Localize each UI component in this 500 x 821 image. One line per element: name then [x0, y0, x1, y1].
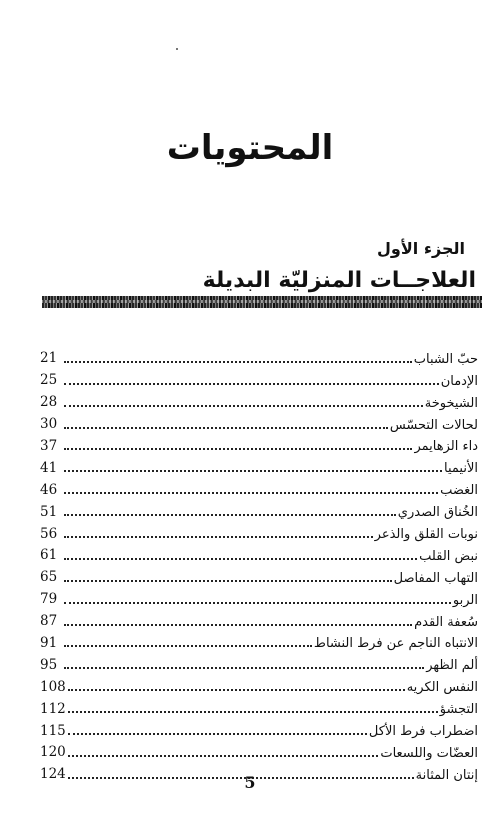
toc-entry [40, 388, 478, 410]
toc-entry-title: حبّ الشباب [413, 351, 478, 367]
dot-leader [64, 470, 442, 472]
toc-entry-page: 25 [40, 372, 58, 389]
toc-entry-title: التجشؤ [439, 702, 478, 718]
toc-entry [40, 672, 478, 694]
dot-leader [64, 667, 424, 669]
toc-entry [40, 475, 478, 497]
toc-entry [40, 453, 478, 475]
part-label: الجزء الأول [377, 239, 465, 258]
toc-entry-page: 46 [40, 481, 58, 498]
toc-entry-title: ألم الظهر [426, 658, 478, 674]
toc-entry [40, 497, 478, 519]
toc-entry [40, 519, 478, 541]
toc-entry-page: 120 [40, 744, 66, 761]
dot-leader [64, 602, 451, 604]
dot-leader [64, 448, 412, 450]
toc-entry-page: 30 [40, 416, 58, 433]
part-title: العلاجــات المنزليّة البديلة [202, 268, 476, 293]
decorative-band [42, 296, 482, 308]
dot-leader [64, 558, 417, 560]
dot-leader [64, 645, 312, 647]
toc-entry-page: 56 [40, 525, 58, 542]
toc-entry-title: داء الزهايمر [414, 439, 478, 455]
toc-entry-title: إنتان المثانة [415, 767, 478, 783]
dot-leader [64, 492, 438, 494]
dot-leader [68, 755, 379, 757]
toc-entry-page: 21 [40, 350, 58, 367]
toc-entry [40, 541, 478, 563]
toc-entry-title: الإدمان [440, 373, 478, 389]
toc-entry [40, 563, 478, 585]
toc-entry-page: 79 [40, 591, 58, 608]
toc-entry-title: الربو [452, 592, 478, 608]
speck-mark [176, 48, 178, 50]
toc-entry [40, 432, 478, 454]
toc-entry [40, 650, 478, 672]
page-number: 5 [244, 773, 256, 792]
toc-entry-page: 115 [40, 722, 66, 739]
toc-entry-title: التهاب المفاصل [393, 570, 478, 586]
toc-entry [40, 366, 478, 388]
toc-entry-page: 37 [40, 437, 58, 454]
toc-entry-page: 91 [40, 634, 58, 651]
dot-leader [64, 536, 373, 538]
dot-leader [64, 624, 412, 626]
toc-entry-title: الشيخوخة [424, 395, 478, 411]
dot-leader [64, 580, 392, 582]
dot-leader [68, 711, 438, 713]
toc-entry-title: الخُناق الصدري [397, 505, 478, 521]
toc-entry-page: 112 [40, 700, 66, 717]
toc-entry [40, 607, 478, 629]
toc-entry-page: 51 [40, 503, 58, 520]
toc-entry-title: الغضب [440, 483, 478, 499]
toc-entry-page: 41 [40, 459, 58, 476]
dot-leader [64, 361, 412, 363]
toc-entry [40, 716, 478, 738]
toc-entry-page: 28 [40, 394, 58, 411]
toc-entry-page: 108 [40, 678, 66, 695]
toc-entry-title: نبض القلب [419, 548, 478, 564]
toc-entry [40, 585, 478, 607]
dot-leader [68, 733, 367, 735]
dot-leader [64, 383, 439, 385]
toc-entry-title: اضطراب فرط الأكل [368, 724, 478, 740]
toc-entry-title: لحالات التحسّس [389, 417, 478, 433]
toc-entry-page: 65 [40, 569, 58, 586]
toc-entry-page: 124 [40, 766, 66, 783]
toc-entry-title: نوبات القلق والذعر [374, 527, 478, 543]
toc-entry-page: 61 [40, 547, 58, 564]
dot-leader [64, 427, 388, 429]
dot-leader [68, 689, 405, 691]
toc-entry-page: 95 [40, 656, 58, 673]
toc-entry [40, 344, 478, 366]
toc-entry [40, 629, 478, 651]
toc-entry-title: الانتباه الناجم عن فرط النشاط [313, 636, 478, 652]
toc-entry [40, 694, 478, 716]
toc-entry-title: العضّات واللسعات [380, 745, 478, 761]
dot-leader [64, 514, 396, 516]
toc-entry-title: سُعفة القدم [414, 614, 478, 630]
toc-entry [40, 410, 478, 432]
table-of-contents [40, 344, 478, 782]
toc-entry-page: 87 [40, 613, 58, 630]
page-title: المحتويات [166, 128, 334, 168]
dot-leader [64, 405, 423, 407]
toc-entry-title: الأنيميا [444, 461, 478, 477]
toc-entry [40, 738, 478, 760]
toc-entry-title: النفس الكريه [406, 680, 478, 696]
